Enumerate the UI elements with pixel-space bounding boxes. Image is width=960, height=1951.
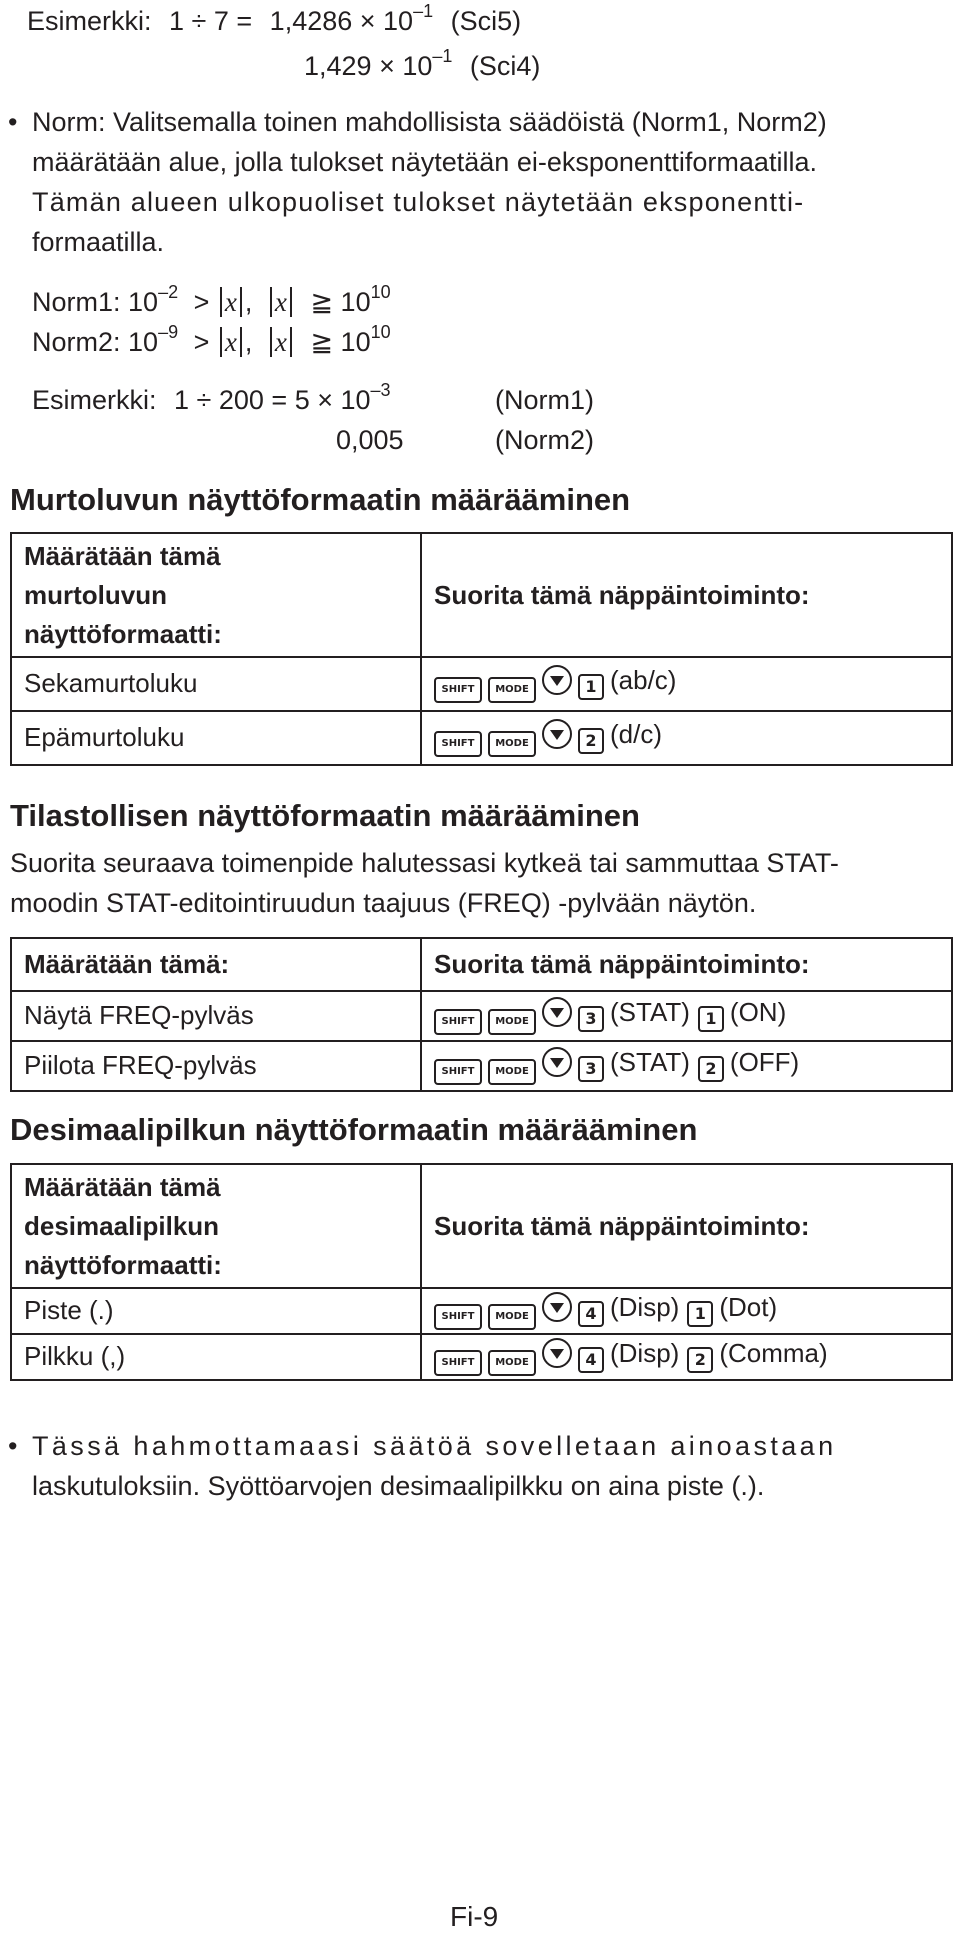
stat-heading: Tilastollisen näyttöformaatin määrääminen	[10, 798, 640, 833]
abs-bar	[270, 327, 272, 357]
header-line: näyttöformaatti:	[24, 618, 222, 649]
result-label: (ab/c)	[610, 665, 677, 695]
row-label: Pilkku (,)	[11, 1334, 421, 1380]
shift-key: SHIFT	[434, 1350, 482, 1376]
row-keys	[421, 711, 952, 765]
mode-key: MODE	[488, 1009, 536, 1035]
geq-label: ≧ 10	[310, 327, 371, 357]
shift-key: SHIFT	[434, 1009, 482, 1035]
sci-example-line-1	[27, 1, 522, 37]
abs-bar	[290, 287, 292, 317]
norm-line-3: Tämän alueen ulkopuoliset tulokset näytetään eksponentti-	[32, 187, 805, 217]
norm1-exponent: –2	[158, 282, 179, 302]
row-keys	[421, 1288, 952, 1334]
variable-x: x	[224, 327, 237, 357]
variable-x: x	[274, 327, 287, 357]
header-text: Suorita tämä näppäintoiminto:	[434, 1210, 810, 1241]
result-label: (ON)	[729, 997, 787, 1027]
stat-col1-header	[11, 938, 421, 991]
norm-bullet-marker: •	[8, 107, 18, 137]
norm1-tag: (Norm1)	[495, 385, 594, 415]
fraction-col2-header	[421, 533, 952, 657]
final-bullet-marker: •	[8, 1431, 18, 1461]
stat-table	[10, 937, 953, 1092]
row-label: Näytä FREQ-pylväs	[11, 991, 421, 1041]
norm-line-4: formaatilla.	[32, 227, 165, 257]
mode-key: MODE	[488, 1059, 536, 1085]
norm-example-line-1	[32, 380, 391, 416]
greater-than: >	[193, 287, 210, 317]
header-text: Määrätään tämä:	[24, 949, 230, 979]
geq-label: ≧ 10	[310, 287, 371, 317]
header-line: desimaalipilkun	[24, 1210, 220, 1241]
result-label: (OFF)	[729, 1047, 800, 1077]
row-label: Sekamurtoluku	[11, 657, 421, 711]
abs-bar	[290, 327, 292, 357]
fraction-table	[10, 532, 953, 766]
comma: ,	[244, 287, 253, 317]
down-arrow-icon	[542, 1338, 572, 1368]
header-line: näyttöformaatti:	[24, 1249, 222, 1280]
stat-intro-line-2: moodin STAT-editointiruudun taajuus (FREQ) -pylvään näytön.	[10, 888, 757, 918]
number-key: 2	[698, 1056, 724, 1082]
sci4-mantissa: 1,429 × 10	[304, 51, 433, 81]
number-key: 1	[687, 1301, 713, 1327]
number-key: 1	[698, 1006, 724, 1032]
table-row	[11, 657, 952, 711]
row-keys	[421, 1334, 952, 1380]
number-key: 2	[578, 728, 604, 754]
table-header-row	[11, 938, 952, 991]
sci4-exponent: –1	[432, 46, 453, 66]
number-key: 3	[578, 1056, 604, 1082]
norm1-label: Norm1: 10	[32, 287, 159, 317]
variable-x: x	[224, 287, 237, 317]
row-keys	[421, 991, 952, 1041]
mode-key: MODE	[488, 731, 536, 757]
down-arrow-icon	[542, 1292, 572, 1322]
sci5-exponent: –1	[413, 1, 434, 21]
header-text: Suorita tämä näppäintoiminto:	[434, 579, 810, 610]
table-row	[11, 1041, 952, 1091]
abs-bar	[220, 327, 222, 357]
down-arrow-icon	[542, 997, 572, 1027]
mode-label: (STAT)	[610, 1047, 690, 1077]
sci5-mantissa: 1,4286 × 10	[269, 6, 414, 36]
abs-bar	[240, 327, 242, 357]
shift-key: SHIFT	[434, 1304, 482, 1330]
down-arrow-icon	[542, 719, 572, 749]
decimal-col2-header	[421, 1164, 952, 1288]
decimal-col1-header	[11, 1164, 421, 1288]
table-row	[11, 711, 952, 765]
table-row	[11, 1288, 952, 1334]
header-text: Suorita tämä näppäintoiminto:	[434, 949, 810, 979]
norm1-range	[32, 282, 391, 318]
norm2-tag: (Norm2)	[495, 425, 594, 455]
header-line: murtoluvun	[24, 579, 167, 610]
shift-key: SHIFT	[434, 1059, 482, 1085]
number-key: 1	[578, 674, 604, 700]
fraction-heading: Murtoluvun näyttöformaatin määrääminen	[10, 482, 631, 517]
fraction-col1-header	[11, 533, 421, 657]
example-expr: 1 ÷ 7 =	[169, 6, 253, 36]
row-keys	[421, 657, 952, 711]
decimal-table	[10, 1163, 953, 1381]
sci-example-line-2	[304, 46, 541, 82]
greater-than: >	[193, 327, 210, 357]
upper-exponent: 10	[370, 282, 391, 302]
example-label: Esimerkki:	[27, 6, 152, 36]
result-label: (Dot)	[719, 1292, 778, 1322]
row-keys	[421, 1041, 952, 1091]
header-line: Määrätään tämä	[24, 1171, 221, 1202]
comma: ,	[244, 327, 253, 357]
stat-col2-header	[421, 938, 952, 991]
norm-line-1: Norm: Valitsemalla toinen mahdollisista säädöistä (Norm1, Norm2)	[32, 107, 827, 137]
down-arrow-icon	[542, 665, 572, 695]
shift-key: SHIFT	[434, 677, 482, 703]
mode-label: (Disp)	[610, 1338, 680, 1368]
mode-key: MODE	[488, 1304, 536, 1330]
number-key: 2	[687, 1347, 713, 1373]
row-label: Piilota FREQ-pylväs	[11, 1041, 421, 1091]
header-line: Määrätään tämä	[24, 540, 221, 571]
page-number: Fi-9	[450, 1901, 499, 1932]
sci4-tag: (Sci4)	[469, 51, 541, 81]
final-line-1: Tässä hahmottamaasi säätöä sovelletaan ainoastaan	[32, 1431, 837, 1461]
norm2-range	[32, 322, 391, 358]
norm-line-2: määrätään alue, jolla tulokset näytetään ei-eksponenttiformaatilla.	[32, 147, 817, 177]
abs-bar	[240, 287, 242, 317]
shift-key: SHIFT	[434, 731, 482, 757]
down-arrow-icon	[542, 1047, 572, 1077]
norm2-value: 0,005	[336, 425, 404, 455]
norm2-exponent: –9	[158, 322, 179, 342]
variable-x: x	[274, 287, 287, 317]
upper-exponent: 10	[370, 322, 391, 342]
example-expr: 1 ÷ 200 = 5 × 10	[174, 385, 371, 415]
abs-bar	[270, 287, 272, 317]
number-key: 4	[578, 1301, 604, 1327]
table-header-row	[11, 533, 952, 657]
stat-intro-line-1: Suorita seuraava toimenpide halutessasi kytkeä tai sammuttaa STAT-	[10, 848, 839, 878]
mode-label: (STAT)	[610, 997, 690, 1027]
decimal-heading: Desimaalipilkun näyttöformaatin määrääminen	[10, 1112, 698, 1147]
mode-label: (Disp)	[610, 1292, 680, 1322]
mode-key: MODE	[488, 677, 536, 703]
table-header-row	[11, 1164, 952, 1288]
table-row	[11, 991, 952, 1041]
row-label: Epämurtoluku	[11, 711, 421, 765]
sci5-tag: (Sci5)	[450, 6, 522, 36]
example-label: Esimerkki:	[32, 385, 157, 415]
row-label: Piste (.)	[11, 1288, 421, 1334]
example-exponent: –3	[370, 380, 391, 400]
abs-bar	[220, 287, 222, 317]
number-key: 4	[578, 1347, 604, 1373]
result-label: (Comma)	[719, 1338, 828, 1368]
number-key: 3	[578, 1006, 604, 1032]
final-line-2: laskutuloksiin. Syöttöarvojen desimaalipilkku on aina piste (.).	[32, 1471, 765, 1501]
table-row	[11, 1334, 952, 1380]
norm2-label: Norm2: 10	[32, 327, 159, 357]
mode-key: MODE	[488, 1350, 536, 1376]
result-label: (d/c)	[610, 719, 662, 749]
